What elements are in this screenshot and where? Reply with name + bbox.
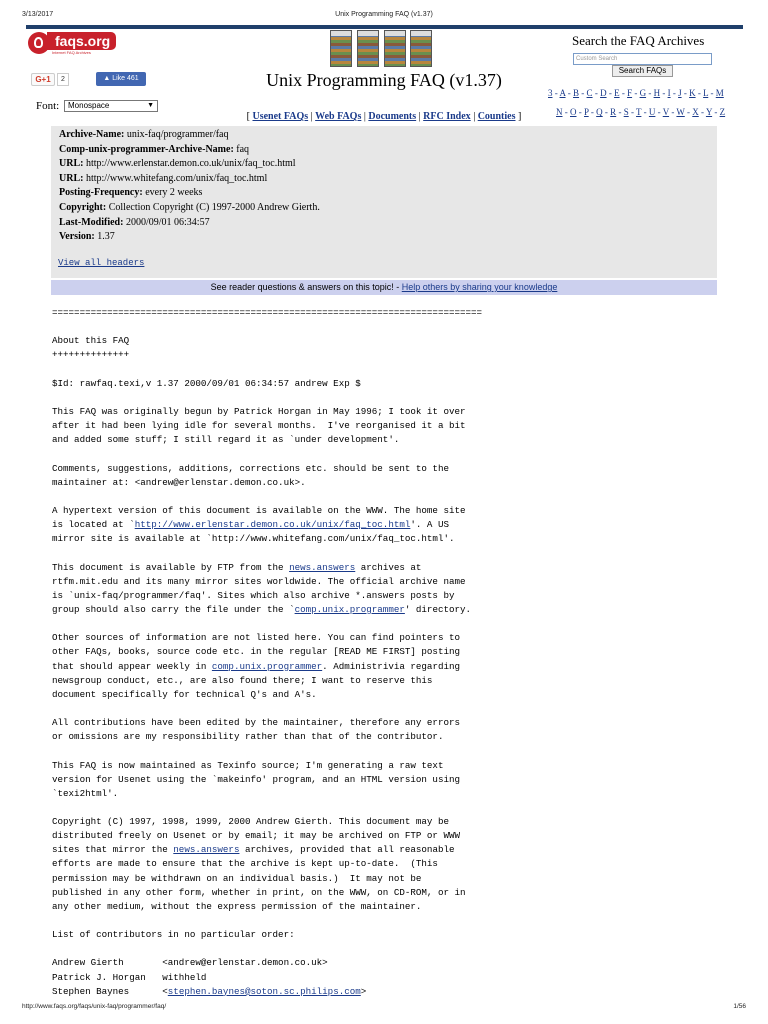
header-row xyxy=(59,173,267,184)
faqs-logo[interactable] xyxy=(28,32,111,56)
header-value: faq xyxy=(233,143,250,155)
alphabet-separator: - xyxy=(619,88,628,98)
search-heading: Search the FAQ Archives xyxy=(572,33,705,48)
logo-text: faqs.org xyxy=(47,32,116,50)
alphabet-link-3[interactable]: 3 xyxy=(548,88,553,98)
body-line xyxy=(52,490,732,504)
body-line: efforts are made to ensure that the archive is kept up-to-date. (This xyxy=(52,858,438,870)
gplus-button[interactable]: G+1 xyxy=(31,73,55,86)
alphabet-link-l[interactable]: L xyxy=(703,88,709,98)
alphabet-link-i[interactable]: I xyxy=(667,88,671,98)
body-line: sites that mirror the news.answers archives, provided that all reasonable xyxy=(52,844,455,856)
body-line: any other medium, without the express permission of the maintainer. xyxy=(52,900,422,912)
like-label: Like 461 xyxy=(112,75,139,82)
header-key: Posting-Frequency: xyxy=(59,187,143,199)
alphabet-separator: - xyxy=(588,107,597,117)
faq-body xyxy=(52,306,732,999)
alphabet-separator: - xyxy=(632,88,640,98)
alphabet-separator: - xyxy=(670,88,679,98)
print-url: http://www.faqs.org/faqs/unix-faq/programmer/faq/ xyxy=(22,1003,167,1010)
alphabet-link-u[interactable]: U xyxy=(648,107,656,117)
body-line: Comments, suggestions, additions, corrections etc. should be sent to the xyxy=(52,462,449,474)
body-link[interactable]: comp.unix.programmer xyxy=(211,660,323,672)
alphabet-separator: - xyxy=(681,88,690,98)
header-key: Last-Modified: xyxy=(59,216,124,228)
alphabet-row-1 xyxy=(548,88,738,98)
body-line: document specifically for technical Q's and A's. xyxy=(52,688,317,700)
body-line xyxy=(52,617,732,631)
body-line: other FAQs, books, source code etc. in the regular [READ ME FIRST] posting xyxy=(52,646,460,658)
body-link[interactable]: stephen.baynes@soton.sc.philips.com xyxy=(167,985,361,997)
body-line: mirror site is available at `http://www.whitefang.com/unix/faq_toc.html'. xyxy=(52,533,455,545)
alphabet-link-s[interactable]: S xyxy=(623,107,629,117)
reader-banner xyxy=(51,280,717,295)
alphabet-separator: - xyxy=(552,88,560,98)
header-key: URL: xyxy=(59,172,84,184)
alphabet-link-z[interactable]: Z xyxy=(719,107,726,117)
nav-links: [ Usenet FAQs | Web FAQs | Documents | RFC Index | Counties ] xyxy=(246,111,522,122)
alphabet-separator: - xyxy=(695,88,704,98)
header-row xyxy=(59,217,210,228)
body-line: Copyright (C) 1997, 1998, 1999, 2000 Andrew Gierth. This document may be xyxy=(52,816,449,828)
body-line: About this FAQ xyxy=(52,335,130,347)
body-line: `texi2html'. xyxy=(52,787,119,799)
alphabet-link-p[interactable]: P xyxy=(584,107,589,117)
body-line: or omissions are my responsibility rather than that of the contributor. xyxy=(52,731,444,743)
header-value: 2000/09/01 06:34:57 xyxy=(123,216,210,228)
body-line xyxy=(52,363,732,377)
body-line: rtfm.mit.edu and its many mirror sites worldwide. The official archive name xyxy=(52,575,466,587)
body-line xyxy=(52,320,732,334)
body-line: version for Usenet using the `makeinfo' program, and an HTML version using xyxy=(52,773,460,785)
header-value: http://www.erlenstar.demon.co.uk/unix/faq_toc.html xyxy=(83,158,296,170)
body-line xyxy=(52,391,732,405)
alphabet-separator: - xyxy=(708,88,716,98)
alphabet-link-d[interactable]: D xyxy=(600,88,607,98)
view-all-headers-link[interactable]: View all headers xyxy=(58,258,145,268)
gplus-count: 2 xyxy=(57,73,69,86)
nav-documents[interactable]: Documents xyxy=(368,111,417,122)
alphabet-separator: - xyxy=(669,107,677,117)
alphabet-link-v[interactable]: V xyxy=(662,107,670,117)
headers-box xyxy=(51,126,717,278)
body-line: Patrick J. Horgan withheld xyxy=(52,971,207,983)
nav-rfc-index[interactable]: RFC Index xyxy=(423,111,471,122)
header-row xyxy=(59,187,202,198)
header-key: URL: xyxy=(59,158,84,170)
header-value: 1.37 xyxy=(94,231,115,243)
search-placeholder: Custom Search xyxy=(576,56,618,62)
alphabet-separator: - xyxy=(562,107,570,117)
body-line: is `unix-faq/programmer/faq'. Sites which also archive *.answers posts by xyxy=(52,589,455,601)
top-bar xyxy=(26,25,743,29)
alphabet-separator: - xyxy=(592,88,601,98)
header-row xyxy=(59,158,296,169)
body-line: This document is available by FTP from the news.answers archives at xyxy=(52,561,422,573)
body-line: $Id: rawfaq.texi,v 1.37 2000/09/01 06:34:57 andrew Exp $ xyxy=(52,377,361,389)
body-line xyxy=(52,914,732,928)
header-row xyxy=(59,231,115,242)
search-input[interactable] xyxy=(573,53,712,65)
alphabet-separator: - xyxy=(606,88,615,98)
alphabet-link-w[interactable]: W xyxy=(676,107,685,117)
alphabet-separator: - xyxy=(641,107,649,117)
body-line: ============================================================================== xyxy=(52,307,483,318)
header-key: Archive-Name: xyxy=(59,129,125,140)
alphabet-separator: - xyxy=(616,107,624,117)
header-key: Comp-unix-programmer-Archive-Name: xyxy=(59,143,234,155)
nav-usenet-faqs[interactable]: Usenet FAQs xyxy=(252,111,309,122)
alphabet-link-e[interactable]: E xyxy=(614,88,620,98)
body-line: A hypertext version of this document is available on the WWW. The home site xyxy=(52,504,466,516)
alphabet-link-r[interactable]: R xyxy=(610,107,617,117)
alphabet-link-y[interactable]: Y xyxy=(705,107,713,117)
body-link[interactable]: news.answers xyxy=(289,561,356,573)
body-line: Andrew Gierth <andrew@erlenstar.demon.co.uk> xyxy=(52,957,328,969)
header-row xyxy=(59,202,320,213)
nav-web-faqs[interactable]: Web FAQs xyxy=(315,111,362,122)
alphabet-separator: - xyxy=(646,88,654,98)
alphabet-link-c[interactable]: C xyxy=(586,88,593,98)
body-line: permission may be withdrawn on an individual basis.) It may not be xyxy=(52,872,422,884)
chevron-down-icon: ▼ xyxy=(147,102,154,109)
body-line xyxy=(52,744,732,758)
alphabet-link-g[interactable]: G xyxy=(639,88,647,98)
body-line: published in any other form, whether in print, on the WWW, on CD-ROM, or in xyxy=(52,886,466,898)
alphabet-separator: - xyxy=(565,88,574,98)
alphabet-link-a[interactable]: A xyxy=(559,88,566,98)
body-link[interactable]: comp.unix.programmer xyxy=(294,603,405,615)
body-line: maintainer at: <andrew@erlenstar.demon.co.uk>. xyxy=(52,476,306,488)
body-line: Other sources of information are not listed here. You can find pointers to xyxy=(52,632,460,644)
alphabet-link-f[interactable]: F xyxy=(627,88,633,98)
alphabet-link-o[interactable]: O xyxy=(570,107,577,117)
alphabet-separator: - xyxy=(576,107,584,117)
books-banner-icon xyxy=(330,30,432,67)
logo-tagline: Internet FAQ Archives xyxy=(52,50,91,55)
body-line xyxy=(52,702,732,716)
alphabet-separator: - xyxy=(698,107,706,117)
body-line: distributed freely on Usenet or by email; it may be archived on FTP or WWW xyxy=(52,830,460,842)
header-value: unix-faq/programmer/faq xyxy=(124,129,229,140)
header-key: Version: xyxy=(59,231,95,243)
body-line: is located at `http://www.erlenstar.demon.co.uk/unix/faq_toc.html'. A US xyxy=(52,519,449,531)
alphabet-separator: - xyxy=(602,107,611,117)
alphabet-separator: - xyxy=(628,107,637,117)
body-line xyxy=(52,801,732,815)
body-line: This FAQ is now maintained as Texinfo source; I'm generating a raw text xyxy=(52,759,444,771)
body-line: All contributions have been edited by the maintainer, therefore any errors xyxy=(52,717,460,729)
header-row xyxy=(59,144,249,155)
reader-text: See reader questions & answers on this topic! - xyxy=(210,282,402,292)
font-selected-value: Monospace xyxy=(68,101,110,110)
body-link[interactable]: http://www.erlenstar.demon.co.uk/unix/faq_toc.html xyxy=(134,519,411,531)
alphabet-link-x[interactable]: X xyxy=(692,107,699,117)
nav-counties[interactable]: Counties xyxy=(477,111,516,122)
header-value: Collection Copyright (C) 1997-2000 Andrew Gierth. xyxy=(106,202,320,213)
alphabet-link-b[interactable]: B xyxy=(573,88,580,98)
body-line: newsgroup conduct, etc., are also found there; I want to reserve this xyxy=(52,674,433,686)
body-line: that should appear weekly in comp.unix.programmer. Administrivia regarding xyxy=(52,660,461,672)
thumbs-up-icon: ▲ xyxy=(103,75,111,82)
alphabet-link-j[interactable]: J xyxy=(678,88,682,98)
search-button[interactable]: Search FAQs xyxy=(612,65,673,77)
print-title: Unix Programming FAQ (v1.37) xyxy=(335,11,433,18)
body-line xyxy=(52,447,732,461)
alphabet-separator: - xyxy=(712,107,720,117)
body-line: and added some stuff; I still regard it as `under development'. xyxy=(52,434,400,446)
alphabet-link-h[interactable]: H xyxy=(653,88,661,98)
print-date: 3/13/2017 xyxy=(22,11,54,18)
header-row xyxy=(59,129,229,140)
alphabet-link-n[interactable]: N xyxy=(556,107,563,117)
font-label: Font: xyxy=(36,100,60,112)
body-line: after it had been lying idle for several months. I've reorganised it a bit xyxy=(52,420,466,432)
alphabet-link-q[interactable]: Q xyxy=(596,107,603,117)
header-value: http://www.whitefang.com/unix/faq_toc.html xyxy=(83,172,268,184)
print-page-number: 1/56 xyxy=(733,1003,746,1010)
body-line: ++++++++++++++ xyxy=(52,349,130,361)
alphabet-separator: - xyxy=(655,107,663,117)
body-line xyxy=(52,942,732,956)
body-line: group should also carry the file under the `comp.unix.programmer' directory. xyxy=(52,603,472,615)
header-key: Copyright: xyxy=(59,202,107,213)
body-line: This FAQ was originally begun by Patrick Horgan in May 1996; I took it over xyxy=(52,405,466,417)
page-title: Unix Programming FAQ (v1.37) xyxy=(266,70,502,90)
alphabet-link-m[interactable]: M xyxy=(715,88,724,98)
alphabet-separator: - xyxy=(684,107,693,117)
alphabet-link-k[interactable]: K xyxy=(689,88,696,98)
alphabet-row-2 xyxy=(556,107,746,117)
alphabet-separator: - xyxy=(579,88,587,98)
body-line xyxy=(52,546,732,560)
body-line: List of contributors in no particular order: xyxy=(52,929,295,941)
header-value: every 2 weeks xyxy=(142,187,203,199)
body-link[interactable]: news.answers xyxy=(173,844,240,856)
reader-link[interactable]: Help others by sharing your knowledge xyxy=(401,282,558,292)
alphabet-link-t[interactable]: T xyxy=(636,107,642,117)
alphabet-separator: - xyxy=(660,88,668,98)
body-line: Stephen Baynes <stephen.baynes@soton.sc.philips.com> xyxy=(52,985,367,997)
